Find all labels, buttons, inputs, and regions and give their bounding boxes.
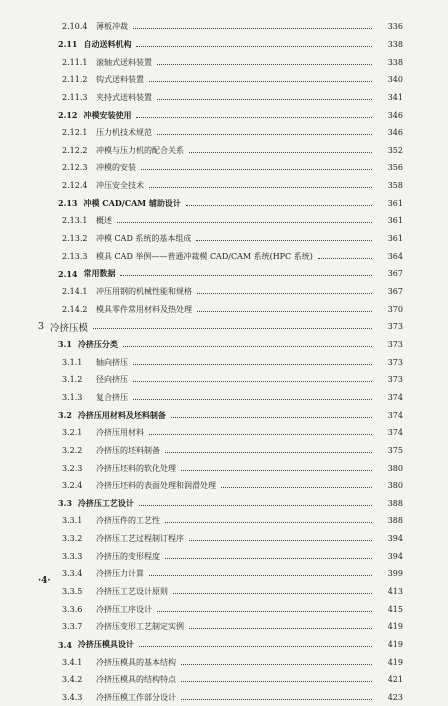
- toc-entry: [0, 371, 448, 389]
- toc-entry: [0, 300, 448, 318]
- toc-entry-title: 冲压安全技术: [96, 181, 144, 191]
- toc-entry-page: 370: [387, 304, 403, 314]
- toc-entry-page: 423: [387, 692, 403, 702]
- toc-entry-number: 3.4.1: [62, 657, 83, 667]
- toc-entry-number: 2.11: [58, 39, 78, 50]
- toc-entry-title: 模具 CAD 举例——普通冲裁模 CAD/CAM 系统(HPC 系统): [96, 251, 313, 261]
- toc-entry-number: 3.2.2: [62, 445, 83, 455]
- toc-entry-number: 3.2.3: [62, 463, 83, 473]
- toc-entry-title: 径向挤压: [96, 375, 128, 385]
- dot-leader: [93, 328, 372, 329]
- toc-entry-number: 2.13.2: [62, 234, 88, 244]
- dot-leader: [133, 381, 372, 382]
- toc-entry-number: 3.1.1: [62, 357, 83, 367]
- toc-entry-title: 复合挤压: [96, 392, 128, 402]
- toc-entry: [0, 53, 448, 71]
- toc-entry-number: 2.13.1: [62, 216, 88, 226]
- toc-entry-number: 3.1.3: [62, 392, 83, 402]
- toc-entry-title: 冷挤压变形工艺制定实例: [96, 622, 184, 632]
- dot-leader: [165, 452, 372, 453]
- toc-entry-title: 常用数据: [83, 268, 116, 279]
- toc-entry-number: 3.2: [58, 410, 72, 421]
- toc-entry-title: 冲模安装使用: [83, 109, 132, 120]
- toc-entry-title: 冷挤压用材料: [96, 428, 144, 438]
- toc-entry: [0, 212, 448, 230]
- dot-leader: [136, 46, 372, 47]
- toc-entry-title: 冷挤压模: [50, 322, 89, 334]
- toc-entry: [0, 177, 448, 195]
- toc-entry-number: 3.4.3: [62, 692, 83, 702]
- dot-leader: [149, 81, 372, 82]
- toc-entry: [0, 477, 448, 495]
- toc-entry-page: 380: [387, 463, 403, 473]
- dot-leader: [165, 522, 372, 523]
- toc-entry-page: 374: [387, 392, 403, 402]
- toc-entry: [0, 442, 448, 460]
- toc-entry-page: 394: [387, 534, 403, 544]
- toc-entry-page: 419: [387, 640, 403, 650]
- toc-entry-number: 3.4.2: [62, 675, 83, 685]
- toc-entry-page: 373: [387, 322, 403, 332]
- dot-leader: [165, 558, 372, 559]
- toc-entry-number: 3.3.5: [62, 587, 83, 597]
- toc-entry: [0, 530, 448, 548]
- toc-entry-number: 3.4: [58, 639, 72, 650]
- toc-entry: [0, 512, 448, 530]
- toc-entry: [0, 671, 448, 689]
- page-number: ·4·: [38, 576, 51, 586]
- toc-entry-page: 419: [387, 657, 403, 667]
- toc-entry: [0, 336, 448, 354]
- toc-entry-title: 冷挤压模工作部分设计: [96, 692, 176, 702]
- toc-entry: [0, 195, 448, 213]
- toc-entry-page: 375: [387, 445, 403, 455]
- toc-entry: [0, 18, 448, 36]
- toc-entry: [0, 124, 448, 142]
- dot-leader: [181, 699, 372, 700]
- toc-entry-title: 冷挤压力计算: [96, 569, 144, 579]
- toc-entry-number: 2.12.2: [62, 145, 88, 155]
- toc-entry-title: 模具零件常用材料及热处理: [96, 304, 192, 314]
- toc-entry-page: 336: [387, 22, 403, 32]
- toc-entry-number: 3.3.4: [62, 569, 83, 579]
- toc-entry-title: 冷挤压坯料的软化处理: [96, 463, 176, 473]
- toc-entry: [0, 653, 448, 671]
- toc-entry-number: 3.1: [58, 339, 72, 350]
- dot-leader: [157, 134, 372, 135]
- dot-leader: [171, 417, 372, 418]
- dot-leader: [133, 28, 372, 29]
- dot-leader: [149, 187, 372, 188]
- toc-entry-page: 346: [387, 110, 403, 120]
- toc-entry-number: 2.14: [58, 268, 78, 279]
- toc-entry: [0, 106, 448, 124]
- toc-entry-title: 冲模 CAD 系统的基本组成: [96, 234, 192, 244]
- toc-entry-number: 3.2.4: [62, 481, 83, 491]
- toc-entry-title: 冲模 CAD/CAM 辅助设计: [83, 197, 181, 208]
- dot-leader: [117, 222, 372, 223]
- toc-entry: [0, 565, 448, 583]
- toc-entry-page: 361: [387, 198, 403, 208]
- dot-leader: [157, 64, 372, 65]
- toc-entry-page: 399: [387, 569, 403, 579]
- toc-entry-page: 373: [387, 339, 403, 349]
- toc-entry-title: 钩式送料装置: [96, 75, 144, 85]
- toc-entry: [0, 159, 448, 177]
- toc-entry-number: 2.11.3: [62, 92, 88, 102]
- toc-entry: [0, 36, 448, 54]
- toc-entry-title: 冷挤压用材料及坯料制备: [77, 409, 166, 420]
- toc-entry-title: 冷挤压工艺设计: [77, 497, 134, 508]
- toc-entry: [0, 142, 448, 160]
- toc-entry-page: 373: [387, 375, 403, 385]
- dot-leader: [173, 593, 372, 594]
- toc-entry-page: 421: [387, 675, 403, 685]
- toc-entry-title: 冷挤压件的工艺性: [96, 516, 160, 526]
- toc-entry-title: 冷挤压工序设计: [96, 604, 152, 614]
- toc-entry-title: 冷挤压模具设计: [77, 639, 134, 650]
- toc-entry: [0, 89, 448, 107]
- dot-leader: [181, 681, 372, 682]
- toc-entry-number: 2.12: [58, 110, 78, 121]
- toc-entry-title: 冷挤压分类: [77, 338, 118, 349]
- toc-entry-number: 2.11.2: [62, 75, 88, 85]
- toc-entry: [0, 459, 448, 477]
- toc-entry-page: 380: [387, 481, 403, 491]
- toc-entry-title: 冷挤压工艺过程制订程序: [96, 534, 184, 544]
- toc-entry: [0, 424, 448, 442]
- toc-entry: [0, 406, 448, 424]
- toc-entry-title: 冷挤压工艺设计原则: [96, 587, 168, 597]
- toc-entry-page: 419: [387, 622, 403, 632]
- dot-leader: [189, 628, 372, 629]
- toc-entry-number: 2.13: [58, 198, 78, 209]
- dot-leader: [139, 646, 372, 647]
- toc-entry-number: 3.3.1: [62, 516, 83, 526]
- dot-leader: [189, 152, 372, 153]
- dot-leader: [221, 487, 372, 488]
- toc-entry-page: 352: [387, 145, 403, 155]
- toc-entry-page: 341: [387, 92, 403, 102]
- toc-entry-page: 346: [387, 128, 403, 138]
- toc-entry-number: 2.13.3: [62, 251, 88, 261]
- toc-entry-page: 367: [387, 287, 403, 297]
- toc-entry-page: 361: [387, 234, 403, 244]
- toc-entry: [0, 548, 448, 566]
- toc-entry: [0, 600, 448, 618]
- toc-entry: [0, 495, 448, 513]
- toc-entry-number: 3.3.6: [62, 604, 83, 614]
- toc-entry-page: 415: [387, 604, 403, 614]
- toc-entry-number: 3.3.7: [62, 622, 83, 632]
- toc-entry-title: 薄板冲裁: [96, 22, 128, 32]
- dot-leader: [157, 99, 372, 100]
- toc-entry-page: 364: [387, 251, 403, 261]
- toc-entry-title: 概述: [96, 216, 112, 226]
- toc-entry: [0, 689, 448, 706]
- toc-entry-page: 374: [387, 410, 403, 420]
- toc-entry-title: 冷挤压的坯料制备: [96, 445, 160, 455]
- dot-leader: [318, 258, 372, 259]
- dot-leader: [189, 540, 372, 541]
- toc-entry-page: 388: [387, 498, 403, 508]
- dot-leader: [136, 117, 372, 118]
- dot-leader: [186, 205, 372, 206]
- toc-entry: [0, 247, 448, 265]
- dot-leader: [149, 434, 372, 435]
- dot-leader: [196, 240, 372, 241]
- toc-entry: [0, 265, 448, 283]
- toc-entry: [0, 389, 448, 407]
- toc-entry: [0, 583, 448, 601]
- toc-entry-number: 2.12.4: [62, 181, 88, 191]
- toc-entry: [0, 353, 448, 371]
- toc-entry-title: 冷挤压坯料的表面处理和润滑处理: [96, 481, 216, 491]
- dot-leader: [157, 611, 372, 612]
- toc-entry-page: 374: [387, 428, 403, 438]
- toc-entry-number: 2.14.2: [62, 304, 88, 314]
- dot-leader: [149, 575, 372, 576]
- toc-entry: [0, 71, 448, 89]
- toc-entry-number: 2.10.4: [62, 22, 88, 32]
- toc-entry-page: 356: [387, 163, 403, 173]
- dot-leader: [133, 364, 372, 365]
- toc-entry-page: 373: [387, 357, 403, 367]
- toc-entry-title: 冷挤压模具的基本结构: [96, 657, 176, 667]
- toc-entry: [0, 636, 448, 654]
- dot-leader: [197, 311, 372, 312]
- toc-entry: [0, 618, 448, 636]
- toc-entry-title: 自动送料机构: [83, 38, 132, 49]
- toc-entry-number: 3.3: [58, 498, 72, 509]
- toc-entry-page: 338: [387, 57, 403, 67]
- toc-entry-page: 358: [387, 181, 403, 191]
- toc-entry-title: 冲模的安装: [96, 163, 136, 173]
- toc-entry-page: 367: [387, 269, 403, 279]
- toc-entry-number: 3.2.1: [62, 428, 83, 438]
- toc-entry-number: 2.12.1: [62, 128, 88, 138]
- toc-entry-number: 3.3.2: [62, 534, 83, 544]
- toc-entry-title: 滚轴式送料装置: [96, 57, 152, 67]
- toc-entry-title: 压力机技术规范: [96, 128, 152, 138]
- dot-leader: [181, 470, 372, 471]
- toc-entry: [0, 283, 448, 301]
- toc-entry-number: 3.3.3: [62, 551, 83, 561]
- toc-entry-number: 2.14.1: [62, 287, 88, 297]
- dot-leader: [123, 346, 372, 347]
- toc-entry-page: 338: [387, 39, 403, 49]
- toc-entry-title: 轴向挤压: [96, 357, 128, 367]
- dot-leader: [181, 664, 372, 665]
- toc-entry: [0, 318, 448, 336]
- toc-entry-number: 3: [38, 321, 45, 333]
- toc-entry-number: 2.12.3: [62, 163, 88, 173]
- toc-entry-title: 冲压用钢的机械性能和规格: [96, 287, 192, 297]
- toc-entry-title: 冷挤压的变形程度: [96, 551, 160, 561]
- toc-entry-page: 340: [387, 75, 403, 85]
- toc-entry-title: 夹持式送料装置: [96, 92, 152, 102]
- toc-entry-page: 361: [387, 216, 403, 226]
- toc-entry-page: 394: [387, 551, 403, 561]
- toc-entry-page: 388: [387, 516, 403, 526]
- toc-entry-number: 2.11.1: [62, 57, 88, 67]
- dot-leader: [133, 399, 372, 400]
- dot-leader: [197, 293, 372, 294]
- dot-leader: [120, 275, 372, 276]
- toc-entry: [0, 230, 448, 248]
- toc-entry-number: 3.1.2: [62, 375, 83, 385]
- toc-entry-title: 冷挤压模具的结构特点: [96, 675, 176, 685]
- toc-entry-page: 413: [387, 587, 403, 597]
- toc-entry-title: 冲模与压力机的配合关系: [96, 145, 184, 155]
- dot-leader: [139, 505, 372, 506]
- dot-leader: [141, 169, 372, 170]
